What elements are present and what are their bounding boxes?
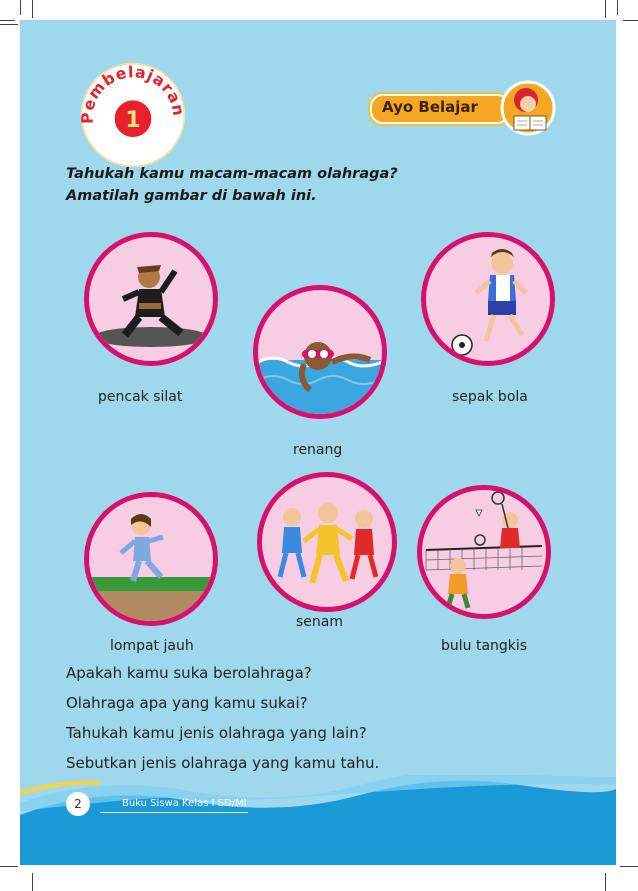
label-pencak-silat: pencak silat — [98, 389, 183, 405]
page-number: 2 — [66, 792, 90, 816]
label-bulutangkis: bulu tangkis — [441, 638, 528, 654]
question-2: Olahraga apa yang kamu sukai? — [66, 694, 308, 712]
question-4: Sebutkan jenis olahraga yang kamu tahu. — [66, 754, 380, 772]
pembelajaran-badge — [78, 60, 188, 170]
gymnastics-figures — [262, 477, 392, 607]
crop-mark — [623, 20, 638, 21]
label-lompat-jauh: lompat jauh — [110, 638, 194, 654]
book-title: Buku Siswa Kelas I SD/MI — [122, 798, 247, 809]
footer-line — [100, 812, 248, 813]
bulutangkis-illustration — [417, 485, 551, 619]
crop-mark — [605, 0, 606, 18]
badminton-figures — [422, 490, 546, 614]
sepak-bola-illustration — [421, 232, 555, 366]
label-senam: senam — [296, 614, 343, 630]
pencak-silat-figure — [89, 237, 213, 361]
crop-mark — [0, 20, 15, 21]
crop-mark — [617, 0, 618, 15]
ayo-belajar-title: Ayo Belajar — [382, 98, 478, 116]
bottom-wave — [20, 775, 616, 865]
badge-arc-text: Pembelajaran — [78, 63, 188, 124]
long-jump-figure — [89, 497, 213, 621]
label-renang: renang — [293, 442, 343, 458]
swimmer-figure — [258, 290, 382, 414]
ayo-belajar-header — [360, 70, 590, 116]
crop-mark — [605, 873, 606, 891]
crop-mark — [32, 873, 33, 891]
crop-mark — [32, 0, 33, 18]
intro-text — [66, 163, 398, 207]
renang-illustration — [253, 285, 387, 419]
question-1: Apakah kamu suka berolahraga? — [66, 664, 312, 682]
crop-mark — [0, 866, 18, 867]
crop-mark — [620, 866, 638, 867]
label-sepak-bola: sepak bola — [452, 389, 528, 405]
question-3: Tahukah kamu jenis olahraga yang lain? — [66, 724, 367, 742]
intro-line-2: Amatilah gambar di bawah ini. — [66, 188, 317, 204]
lompat-jauh-illustration — [84, 492, 218, 626]
crop-mark — [20, 0, 21, 15]
reading-child-icon — [498, 78, 562, 140]
senam-illustration — [257, 472, 397, 612]
intro-line-1: Tahukah kamu macam-macam olahraga? — [66, 166, 398, 182]
badge-number: 1 — [125, 107, 141, 133]
pencak-silat-illustration — [84, 232, 218, 366]
crop-mark — [0, 24, 18, 25]
football-player-figure — [426, 237, 550, 361]
